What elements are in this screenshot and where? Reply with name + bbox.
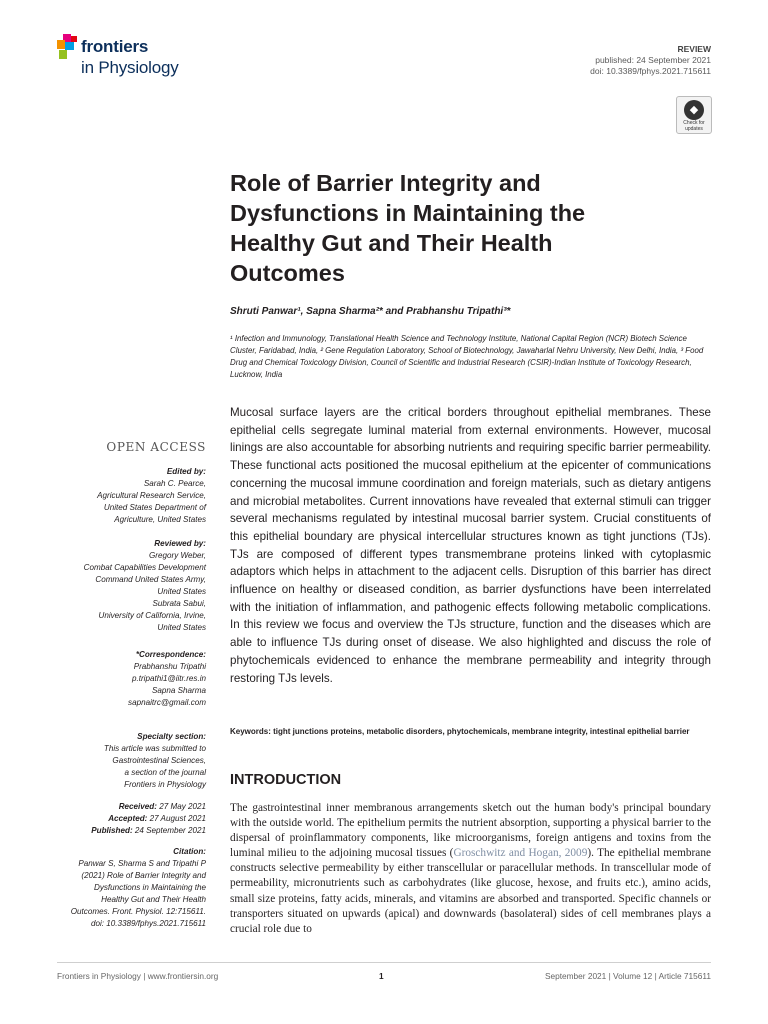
reviewer-line: Command United States Army, xyxy=(95,575,206,584)
citation-block xyxy=(56,846,206,930)
reviewer-line: United States xyxy=(157,623,206,632)
reviewer-line: University of California, Irvine, xyxy=(98,611,206,620)
dates-block xyxy=(56,801,206,837)
affiliations: ¹ Infection and Immunology, Translational Health Science and Technology Institute, National Capital Region (NCR) Biotech Science Cluster, Faridabad, India, ² Gene Regulation Laboratory, School of Biotechnology, Jawaharlal Nehru University, New Delhi, India, ³ Food Drug and Chemical Toxicology Division, Council of Scientific and Industrial Research (CSIR)-Indian Institute of Toxicology Research, Lucknow, India xyxy=(230,334,704,379)
reviewed-by-block xyxy=(56,538,206,634)
citation-line: Panwar S, Sharma S and Tripathi P xyxy=(78,859,206,868)
author-list: Shruti Panwar¹, Sapna Sharma²* and Prabhanshu Tripathi³* xyxy=(230,306,511,317)
received-date xyxy=(56,801,206,813)
editor-line: United States Department of xyxy=(103,503,206,512)
journal-name-line1: frontiers xyxy=(81,37,149,56)
accepted-date xyxy=(56,813,206,825)
citation-label: Citation: xyxy=(173,847,206,856)
published-date-side xyxy=(56,825,206,837)
specialty-section-label: Specialty section: xyxy=(137,732,206,741)
check-for-updates-label: Check for updates xyxy=(683,120,705,132)
correspondence-email[interactable]: p.tripathi1@iitr.res.in xyxy=(131,674,206,683)
journal-logo xyxy=(57,33,207,81)
bookmark-icon: ◆ xyxy=(684,100,704,120)
footer-divider xyxy=(57,962,711,963)
citation-link[interactable]: Groschwitz and Hogan, 2009 xyxy=(453,847,588,860)
correspondence-email[interactable]: sapnaitrc@gmail.com xyxy=(128,698,206,707)
journal-name-line2: in Physiology xyxy=(81,58,179,77)
citation-line: (2021) Role of Barrier Integrity and xyxy=(81,871,206,880)
specialty-section-block xyxy=(56,731,206,791)
published-value: 24 September 2021 xyxy=(132,826,206,835)
correspondence-line: Sapna Sharma xyxy=(152,686,206,695)
reviewed-by-label: Reviewed by: xyxy=(154,539,206,548)
edited-by-block xyxy=(56,466,206,526)
citation-line: Dysfunctions in Maintaining the xyxy=(93,883,206,892)
specialty-line: a section of the journal xyxy=(124,768,206,777)
article-title: Role of Barrier Integrity and Dysfunctions in Maintaining the Healthy Gut and Their Health Outcomes xyxy=(230,170,586,286)
editor-line: Agriculture, United States xyxy=(114,515,206,524)
citation-line: Healthy Gut and Their Health xyxy=(101,895,206,904)
specialty-line: Frontiers in Physiology xyxy=(124,780,206,789)
frontiers-logo-icon xyxy=(57,34,79,60)
reviewer-line: Combat Capabilities Development xyxy=(83,563,206,572)
published-label: Published: xyxy=(91,826,133,835)
keywords: Keywords: tight junctions proteins, metabolic disorders, phytochemicals, membrane integrity, intestinal epithelial barrier xyxy=(230,727,690,736)
footer-issue-info: September 2021 | Volume 12 | Article 715611 xyxy=(544,971,711,981)
specialty-line: This article was submitted to xyxy=(103,744,206,753)
received-value: 27 May 2021 xyxy=(156,802,206,811)
introduction-paragraph xyxy=(230,801,711,937)
correspondence-label: *Correspondence: xyxy=(135,650,206,659)
open-access-label: OPEN ACCESS xyxy=(106,440,206,454)
intro-text-b: ). The epithelial membrane constructs selective permeability by either transcellular or paracellular methods. In transcellular mode of permeability, micronutrients such as carbohydrates (like glucose, hexose, and fruits etc.), amino acids, small size proteins, fatty acids, minerals, and vitamins are absorbed and transported. Specific channels or transporters situated on upwards (apical) and downwards (basolateral) sides of cell membranes plays a crucial role due to xyxy=(230,847,711,935)
article-doi[interactable]: doi: 10.3389/fphys.2021.715611 xyxy=(590,66,711,76)
correspondence-line: Prabhanshu Tripathi xyxy=(133,662,206,671)
abstract: Mucosal surface layers are the critical borders throughout epithelial membranes. These epithelial cells segregate luminal material from external environments. However, mucosal linings are also accountable for absorbing nutrients and requiring specific barrier permeability. These functional acts positioned the mucosal epithelium at the epicenter of communications concerning the mucosal immune coordination and foreign materials, such as dietary antigens and microbial metabolites. Current innovations have revealed that external stimuli can trigger several mechanisms regulated by intestinal mucosal barrier system. Crucial constituents of this epithelial boundary are physical intercellular structures known as tight junctions (TJs). TJs are composed of different types transmembrane proteins linked with cytoplasmic adaptors which helps in attachment to the adjacent cells. Disruption of this barrier has direct influence on healthy or diseased condition, as barrier dysfunctions have been interrelated with the initiation of inflammation, and pathogenic effects following metabolic complications. In this review we focus and overview the TJs structure, function and the diseases which are able to influence TJs during onset of disease. We also highlighted and discuss the role of phytochemicals evidenced to enhance the membrane permeability and integrity through restoring TJs levels. xyxy=(230,406,711,685)
footer-journal-link[interactable]: Frontiers in Physiology | www.frontiersin.org xyxy=(57,971,219,981)
article-type: REVIEW xyxy=(677,44,711,54)
reviewer-line: Subrata Sabui, xyxy=(152,599,206,608)
accepted-label: Accepted: xyxy=(108,814,148,823)
editor-line: Sarah C. Pearce, xyxy=(143,479,206,488)
citation-doi[interactable]: doi: 10.3389/fphys.2021.715611 xyxy=(90,919,206,928)
intro-text-a: The gastrointestinal inner membranous arrangements sketch out the human body's principal boundary with the outside world. The epithelium permits the nutrient absorption, supporting a physical barrier to the dispersal of proinflammatory components, like microorganisms, foreign antigens and toxins from the luminal milieu to the adjoining mucosal tissues ( xyxy=(230,802,711,860)
edited-by-label: Edited by: xyxy=(166,467,206,476)
correspondence-block xyxy=(56,649,206,709)
section-heading-introduction: INTRODUCTION xyxy=(230,772,342,788)
article-meta xyxy=(590,44,711,77)
specialty-line: Gastrointestinal Sciences, xyxy=(112,756,206,765)
editor-line: Agricultural Research Service, xyxy=(97,491,206,500)
reviewer-line: United States xyxy=(157,587,206,596)
published-date: published: 24 September 2021 xyxy=(595,55,711,65)
reviewer-line: Gregory Weber, xyxy=(149,551,206,560)
page-number: 1 xyxy=(379,971,384,981)
accepted-value: 27 August 2021 xyxy=(147,814,206,823)
received-label: Received: xyxy=(118,802,157,811)
citation-line: Outcomes. Front. Physiol. 12:715611. xyxy=(70,907,206,916)
check-for-updates-badge[interactable] xyxy=(676,96,712,134)
